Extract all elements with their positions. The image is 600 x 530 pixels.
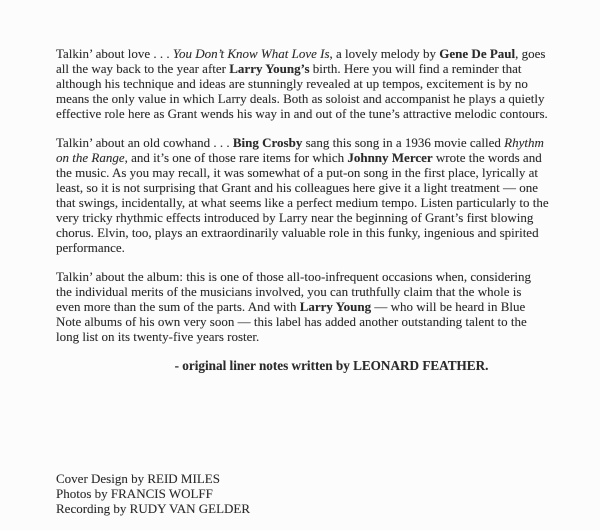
text-segment-bold: Bing Crosby — [232, 135, 303, 150]
text-segment-normal: birth. Here you will find a reminder that although his technique and ideas are stunningly revealed at up tempos, excitement is by no means the only value in which Larry deals. Both as soloist and accompanist he plays a quietly effective role here as Grant wends his way in and out of the tune’s attractive melodic contours. — [56, 61, 548, 121]
text-segment-normal: , and it’s one of those rare items for which — [124, 150, 348, 165]
text-segment-normal: wrote the words and the music. As you may recall, it was somewhat of a put-on song in the first place, lyrically at least, so it is not surprising that Grant and his colleagues here give it a light treatment — one that swings, incidentally, at what seems like a perfect medium tempo. Listen particularly to the very tricky rhythmic effects introduced by Larry near the beginning of Grant’s first blowing chorus. Elvin, too, plays an extraordinarily valuable role in this funky, ingenious and spirited performance. — [56, 150, 549, 255]
text-segment-bold: Larry Young’s — [229, 61, 310, 76]
credit-line: Cover Design by REID MILES — [56, 471, 220, 486]
text-segment-normal: , a lovely melody by — [329, 46, 440, 61]
liner-notes-paragraph — [56, 269, 549, 344]
credits-block — [56, 471, 549, 516]
text-segment-normal: — who will be heard in Blue Note albums of his own very soon — this label has added another outstanding talent to the long list on its twenty-five years roster. — [56, 299, 527, 344]
text-segment-bold: Larry Young — [299, 299, 372, 314]
text-segment-normal: Talkin’ about an old cowhand . . . — [56, 135, 233, 150]
liner-notes-paragraph — [56, 46, 549, 121]
text-segment-normal: Talkin’ about the album: this is one of those all-too-infrequent occasions when, considering the individual merits of the musicians involved, you can truthfully claim that the whole is even more than the sum of the parts. And with — [56, 269, 532, 314]
liner-notes-paragraphs — [56, 46, 549, 344]
text-segment-italic: You Don’t Know What Love Is — [172, 46, 330, 61]
text-segment-bold: Gene De Paul — [439, 46, 516, 61]
text-segment-italic: Rhythm on the Range — [56, 135, 544, 165]
attribution-line: - original liner notes written by LEONARD FEATHER. — [174, 358, 489, 373]
text-segment-bold: Johnny Mercer — [347, 150, 433, 165]
liner-notes-body — [56, 46, 549, 516]
text-segment-normal: Talkin’ about love . . . — [56, 46, 173, 61]
liner-notes-paragraph — [56, 135, 549, 255]
text-segment-normal: , goes all the way back to the year after — [56, 46, 546, 76]
credit-line: Photos by FRANCIS WOLFF — [56, 486, 213, 501]
credit-line: Recording by RUDY VAN GELDER — [56, 501, 251, 516]
text-segment-normal: sang this song in a 1936 movie called — [302, 135, 505, 150]
